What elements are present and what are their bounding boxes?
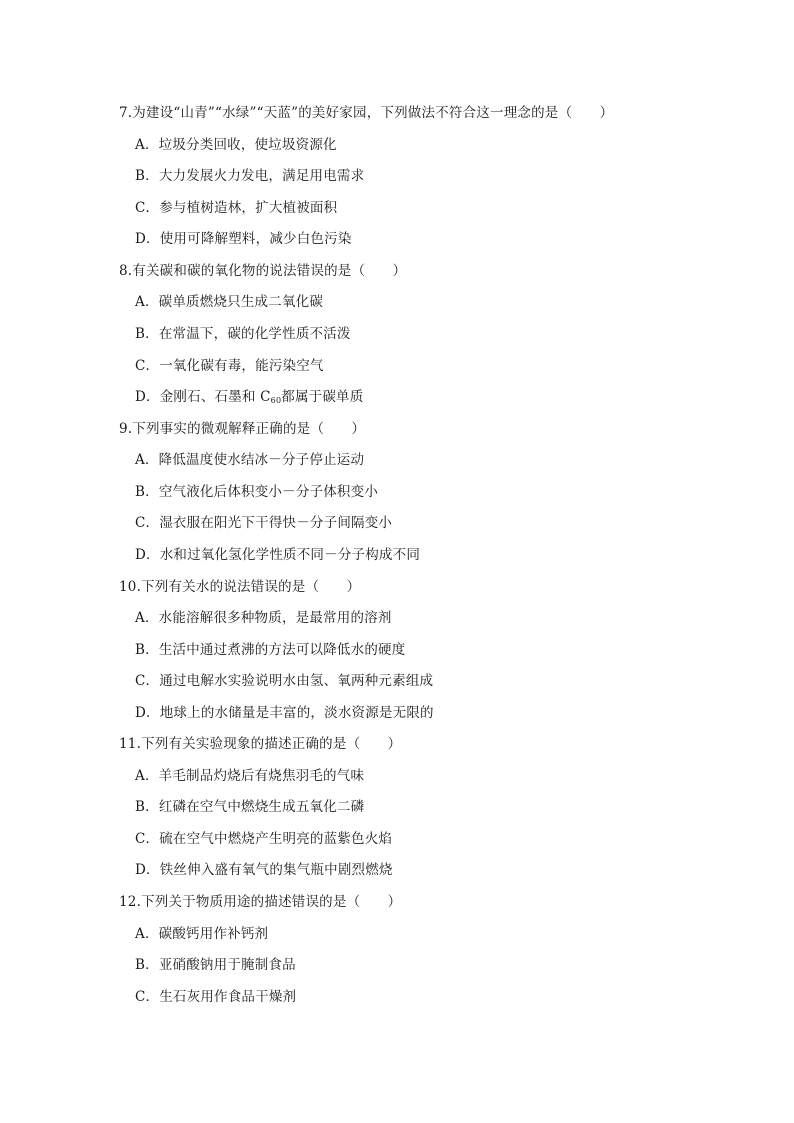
question-9-option-a: A．降低温度使水结冰－分子停止运动 [135, 452, 365, 468]
question-11-option-c: C．硫在空气中燃烧产生明亮的蓝紫色火焰 [135, 831, 393, 847]
question-8-option-b: B．在常温下，碳的化学性质不活泼 [135, 326, 351, 342]
question-10-option-d: D．地球上的水储量是丰富的，淡水资源是无限的 [135, 705, 434, 721]
question-11-option-d: D．铁丝伸入盛有氧气的集气瓶中剧烈燃烧 [135, 862, 393, 878]
question-10-option-c: C．通过电解水实验说明水由氢、氧两种元素组成 [135, 673, 434, 689]
question-7-option-d: D．使用可降解塑料，减少白色污染 [135, 231, 352, 247]
question-8-option-d [135, 388, 363, 410]
question-12-stem: 12.下列关于物质用途的描述错误的是（ ） [119, 894, 402, 910]
question-11-option-b: B．红磷在空气中燃烧生成五氧化二磷 [135, 799, 365, 815]
question-7-stem: 7.为建设“山青”“水绿”“天蓝”的美好家园，下列做法不符合这一理念的是（ ） [119, 105, 614, 121]
question-12-option-c: C．生石灰用作食品干燥剂 [135, 989, 297, 1005]
question-7-option-a: A．垃圾分类回收，使垃圾资源化 [135, 137, 337, 153]
question-7-option-b: B．大力发展火力发电，满足用电需求 [135, 168, 365, 184]
question-9-option-b: B．空气液化后体积变小－分子体积变小 [135, 484, 379, 500]
question-9-option-d: D．水和过氧化氢化学性质不同－分子构成不同 [135, 547, 421, 563]
question-8-option-c: C．一氧化碳有毒，能污染空气 [135, 358, 324, 374]
question-12-option-a: A．碳酸钙用作补钙剂 [135, 926, 269, 942]
question-12-option-b: B．亚硝酸钠用于腌制食品 [135, 957, 296, 973]
question-11-option-a: A．羊毛制品灼烧后有烧焦羽毛的气味 [135, 768, 365, 784]
question-11-stem: 11.下列有关实验现象的描述正确的是（ ） [119, 736, 402, 752]
question-10-stem: 10.下列有关水的说法错误的是（ ） [119, 579, 361, 595]
question-7-option-c: C．参与植树造林，扩大植被面积 [135, 200, 338, 216]
question-8-option-d-text-after: 都属于碳单质 [281, 389, 364, 405]
question-9-option-c: C．湿衣服在阳光下干得快－分子间隔变小 [135, 515, 393, 531]
question-10-option-a: A．水能溶解很多种物质，是最常用的溶剂 [135, 610, 392, 626]
question-9-stem: 9.下列事实的微观解释正确的是（ ） [119, 421, 366, 437]
question-8-option-d-text-before: D．金刚石、石墨和 C [135, 389, 271, 405]
subscript-60: 60 [270, 396, 282, 405]
question-8-stem: 8.有关碳和碳的氧化物的说法错误的是（ ） [119, 263, 407, 279]
question-10-option-b: B．生活中通过煮沸的方法可以降低水的硬度 [135, 642, 406, 658]
question-8-option-a: A．碳单质燃烧只生成二氧化碳 [135, 294, 324, 310]
